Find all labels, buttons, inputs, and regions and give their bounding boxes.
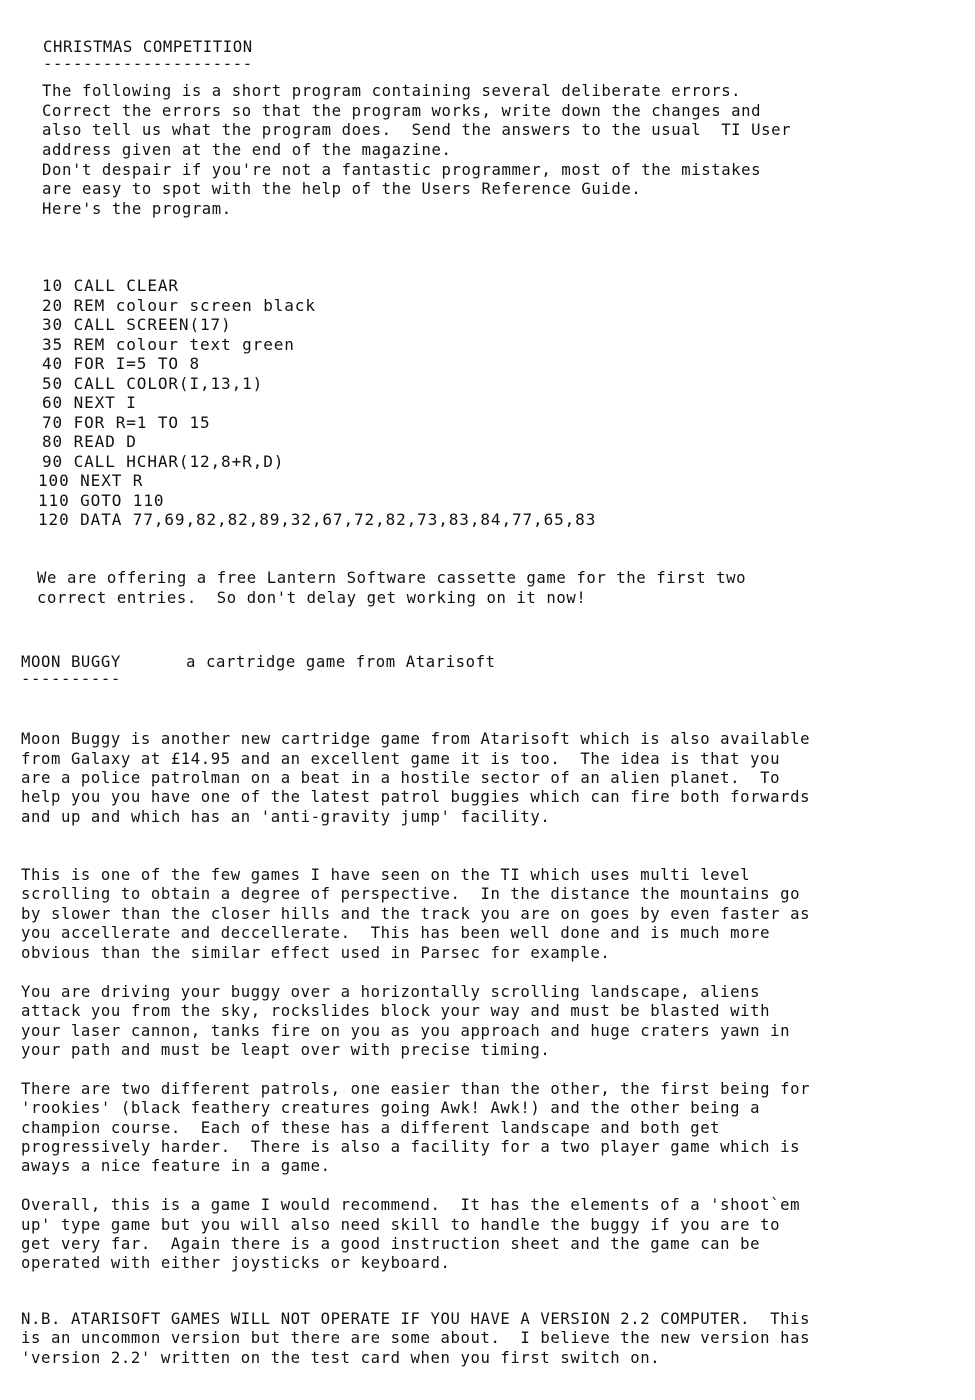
paragraph-line: This is one of the few games I have seen on the TI which uses multi level xyxy=(21,866,751,884)
review-subtitle: a cartridge game from Atarisoft xyxy=(186,653,496,671)
program-line: 60 NEXT I xyxy=(42,393,137,412)
intro-line: are easy to spot with the help of the Users Reference Guide. xyxy=(42,180,642,198)
review-title-rule: ---------- xyxy=(21,670,121,688)
intro-line: The following is a short program containing several deliberate errors. xyxy=(42,82,742,100)
program-line: 10 CALL CLEAR xyxy=(42,276,179,295)
paragraph-line: There are two different patrols, one easier than the other, the first being for xyxy=(21,1080,811,1098)
offer-line: We are offering a free Lantern Software cassette game for the first two xyxy=(37,569,747,587)
paragraph-line: N.B. ATARISOFT GAMES WILL NOT OPERATE IF YOU HAVE A VERSION 2.2 COMPUTER. This xyxy=(21,1310,811,1328)
program-line: 70 FOR R=1 TO 15 xyxy=(42,413,211,432)
review-title: MOON BUGGY xyxy=(21,653,121,671)
paragraph-line: Moon Buggy is another new cartridge game from Atarisoft which is also available xyxy=(21,730,811,748)
intro-line: address given at the end of the magazine. xyxy=(42,141,452,159)
intro-line: Correct the errors so that the program works, write down the changes and xyxy=(42,102,762,120)
program-line: 90 CALL HCHAR(12,8+R,D) xyxy=(42,452,285,471)
paragraph-line: 'version 2.2' written on the test card when you first switch on. xyxy=(21,1349,661,1367)
paragraph-line: obvious than the similar effect used in Parsec for example. xyxy=(21,944,611,962)
paragraph-line: help you you have one of the latest patrol buggies which can fire both forwards xyxy=(21,788,811,806)
program-line: 35 REM colour text green xyxy=(42,335,295,354)
program-line: 30 CALL SCREEN(17) xyxy=(42,315,232,334)
paragraph-line: you accellerate and deccellerate. This has been well done and is much more xyxy=(21,924,771,942)
intro-line: Don't despair if you're not a fantastic programmer, most of the mistakes xyxy=(42,161,762,179)
program-line: 40 FOR I=5 TO 8 xyxy=(42,354,200,373)
paragraph-line: from Galaxy at £14.95 and an excellent game it is too. The idea is that you xyxy=(21,750,781,768)
program-line: 100 NEXT R xyxy=(38,471,144,490)
paragraph-line: You are driving your buggy over a horizontally scrolling landscape, aliens xyxy=(21,983,761,1001)
paragraph-line: scrolling to obtain a degree of perspective. In the distance the mountains go xyxy=(21,885,801,903)
program-line: 120 DATA 77,69,82,82,89,32,67,72,82,73,83,84,77,65,83 xyxy=(38,510,597,529)
competition-heading: CHRISTMAS COMPETITION xyxy=(43,38,253,56)
paragraph-line: attack you from the sky, rockslides block your way and must be blasted with xyxy=(21,1002,771,1020)
program-line: 110 GOTO 110 xyxy=(38,491,165,510)
intro-line: also tell us what the program does. Send the answers to the usual TI User xyxy=(42,121,792,139)
paragraph-line: champion course. Each of these has a different landscape and both get xyxy=(21,1119,721,1137)
paragraph-line: up' type game but you will also need skill to handle the buggy if you are to xyxy=(21,1216,781,1234)
paragraph-line: are a police patrolman on a beat in a hostile sector of an alien planet. To xyxy=(21,769,781,787)
paragraph-line: your path and must be leapt over with precise timing. xyxy=(21,1041,551,1059)
competition-heading-rule: --------------------- xyxy=(43,55,253,73)
paragraph-line: aways a nice feature in a game. xyxy=(21,1157,331,1175)
program-line: 20 REM colour screen black xyxy=(42,296,316,315)
paragraph-line: is an uncommon version but there are some about. I believe the new version has xyxy=(21,1329,811,1347)
paragraph-line: 'rookies' (black feathery creatures going Awk! Awk!) and the other being a xyxy=(21,1099,761,1117)
program-line: 80 READ D xyxy=(42,432,137,451)
paragraph-line: your laser cannon, tanks fire on you as you approach and huge craters yawn in xyxy=(21,1022,791,1040)
paragraph-line: operated with either joysticks or keyboard. xyxy=(21,1254,451,1272)
paragraph-line: progressively harder. There is also a facility for a two player game which is xyxy=(21,1138,801,1156)
paragraph-line: by slower than the closer hills and the track you are on goes by even faster as xyxy=(21,905,811,923)
paragraph-line: Overall, this is a game I would recommend. It has the elements of a 'shoot`em xyxy=(21,1196,801,1214)
offer-line: correct entries. So don't delay get working on it now! xyxy=(37,589,587,607)
intro-line: Here's the program. xyxy=(42,200,232,218)
paragraph-line: and up and which has an 'anti-gravity jump' facility. xyxy=(21,808,551,826)
program-line: 50 CALL COLOR(I,13,1) xyxy=(42,374,264,393)
paragraph-line: get very far. Again there is a good instruction sheet and the game can be xyxy=(21,1235,761,1253)
